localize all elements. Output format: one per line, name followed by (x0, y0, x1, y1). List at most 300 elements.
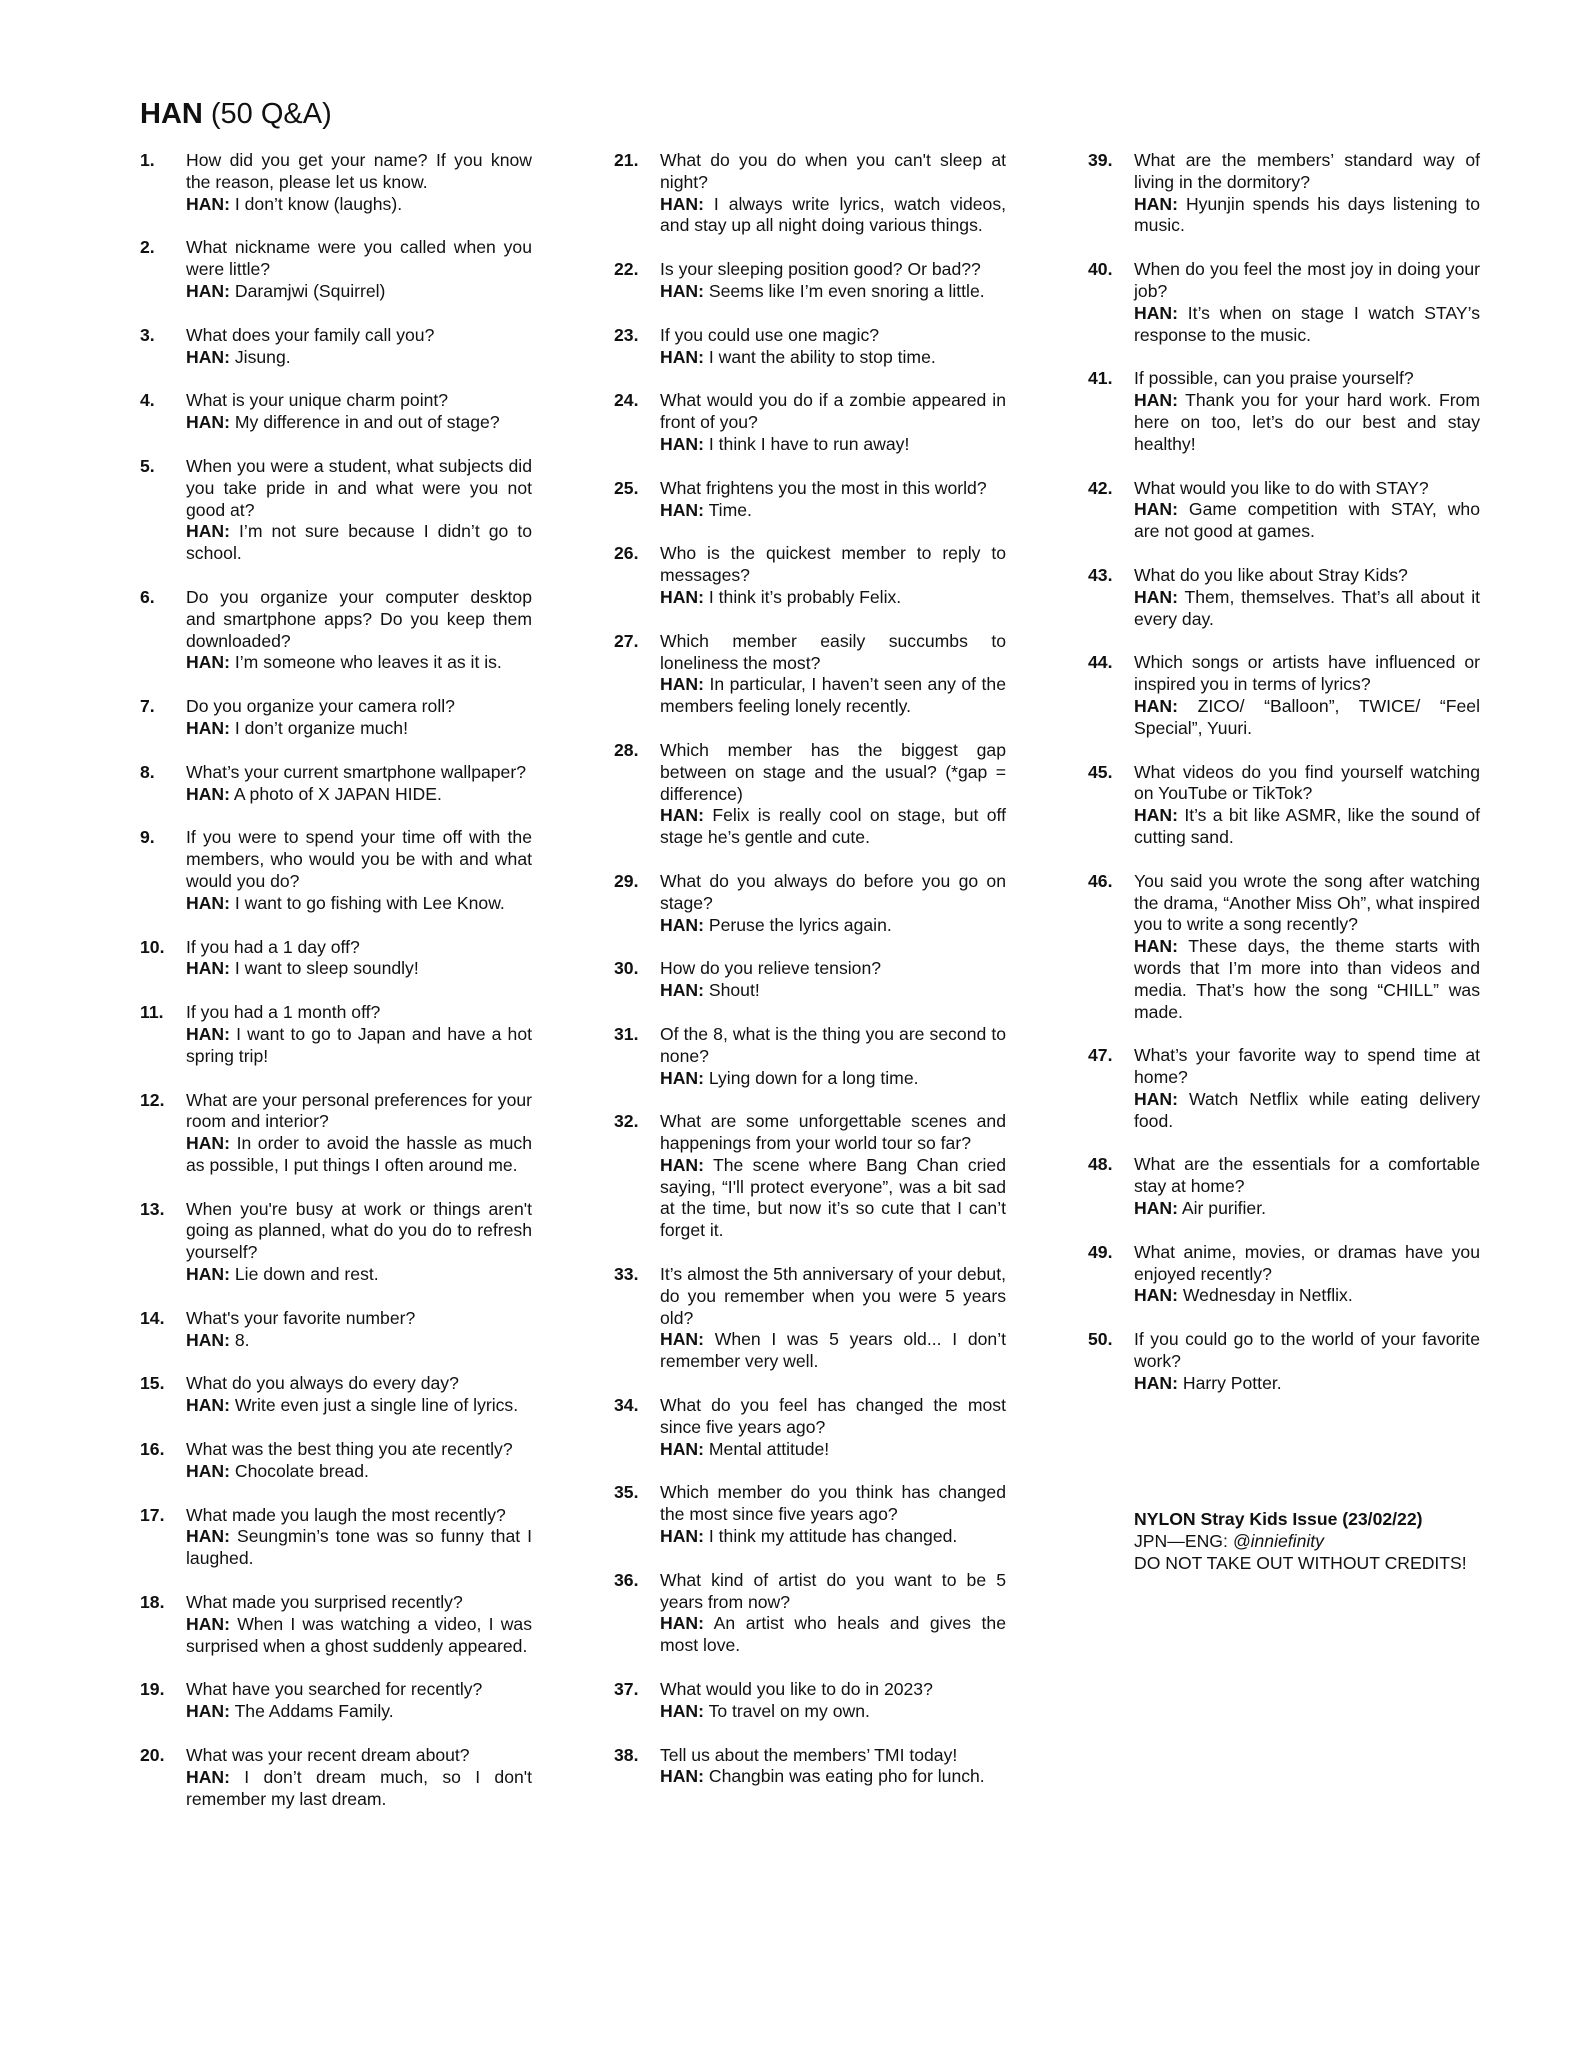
question-number: 5. (140, 455, 155, 476)
answer-text: An artist who heals and gives the most love. (660, 1613, 1006, 1656)
answer (186, 281, 532, 303)
question-number: 16. (140, 1439, 165, 1460)
qa-item (140, 1592, 532, 1657)
question-number: 34. (614, 1395, 639, 1416)
qa-item (1088, 871, 1480, 1024)
qa-item (1088, 1045, 1480, 1132)
qa-item (614, 543, 1006, 608)
answer-text: Felix is really cool on stage, but off stage he’s gentle and cute. (660, 805, 1007, 848)
qa-item (614, 478, 1006, 522)
answer (1134, 1089, 1480, 1133)
answer-label: HAN: (1134, 390, 1178, 411)
qa-item (614, 325, 1006, 369)
question-number: 43. (1088, 564, 1113, 585)
answer (186, 1330, 532, 1352)
qa-item (140, 1505, 532, 1570)
answer-label: HAN: (186, 412, 230, 433)
answer-text: These days, the theme starts with words that I’m more into than videos and media. That’s how the song “CHILL” was made. (1134, 936, 1480, 1022)
answer-text: Them, themselves. That’s all about it every day. (1134, 586, 1480, 629)
answer-label: HAN: (660, 1613, 704, 1634)
answer (1134, 1198, 1480, 1220)
answer-label: HAN: (660, 1700, 704, 1721)
answer-text: Time. (708, 499, 752, 520)
question-number: 47. (1088, 1045, 1113, 1066)
answer-label: HAN: (186, 1264, 230, 1285)
qa-item (140, 1373, 532, 1417)
qa-item (614, 150, 1006, 237)
question-number: 26. (614, 543, 639, 564)
answer-label: HAN: (1134, 805, 1178, 826)
answer-label: HAN: (186, 958, 230, 979)
question-text: Is your sleeping position good? Or bad?? (660, 259, 981, 280)
question-number: 11. (140, 1002, 164, 1023)
answer-label: HAN: (1134, 1088, 1178, 1109)
question-text: What would you like to do with STAY? (1134, 477, 1429, 498)
question-text: Do you organize your computer desktop and smartphone apps? Do you keep them downloaded? (186, 586, 532, 651)
question-number: 8. (140, 761, 155, 782)
qa-item (1088, 259, 1480, 346)
answer-text: My difference in and out of stage? (234, 412, 500, 433)
answer-label: HAN: (186, 346, 230, 367)
question-number: 2. (140, 237, 155, 258)
answer (1134, 194, 1480, 238)
answer (660, 1068, 1006, 1090)
qa-item (140, 237, 532, 302)
answer-label: HAN: (186, 1460, 230, 1481)
answer-label: HAN: (660, 805, 704, 826)
page-title (140, 96, 332, 132)
qa-item (614, 740, 1006, 849)
answer (186, 1461, 532, 1483)
answer (660, 915, 1006, 937)
question-number: 21. (614, 150, 639, 170)
answer-text: Lie down and rest. (234, 1264, 379, 1285)
question-text: What are your personal preferences for your room and interior? (186, 1089, 532, 1132)
qa-item (614, 958, 1006, 1002)
question-text: Which member easily succumbs to loneliness the most? (660, 630, 1006, 673)
question-number: 4. (140, 390, 155, 411)
question-text: What was your recent dream about? (186, 1745, 470, 1766)
answer-text: Thank you for your hard work. From here on too, let’s do our best and stay healthy! (1134, 390, 1480, 454)
qa-item (1088, 478, 1480, 543)
question-number: 23. (614, 324, 639, 345)
answer (660, 1329, 1006, 1373)
answer-label: HAN: (186, 652, 230, 673)
answer-label: HAN: (1134, 1198, 1178, 1219)
question-text: If you had a 1 month off? (186, 1002, 381, 1023)
question-number: 45. (1088, 761, 1113, 782)
answer-text: 8. (234, 1329, 250, 1350)
qa-item (140, 1439, 532, 1483)
answer-text: I want to sleep soundly! (234, 958, 419, 979)
answer (1134, 805, 1480, 849)
answer (660, 805, 1006, 849)
question-number: 27. (614, 630, 639, 651)
question-number: 15. (140, 1373, 165, 1394)
question-number: 50. (1088, 1329, 1113, 1350)
question-number: 37. (614, 1679, 639, 1700)
qa-item (614, 1745, 1006, 1789)
question-number: 6. (140, 586, 155, 607)
answer-text: I don’t organize much! (234, 717, 408, 738)
answer-text: Hyunjin spends his days listening to music. (1134, 193, 1481, 236)
answer-text: Shout! (708, 980, 760, 1001)
answer-label: HAN: (660, 1766, 704, 1787)
answer (186, 718, 532, 740)
question-text: What do you like about Stray Kids? (1134, 564, 1408, 585)
answer-label: HAN: (1134, 499, 1178, 520)
answer-text: I think I have to run away! (708, 433, 910, 454)
question-text: What made you surprised recently? (186, 1592, 463, 1613)
answer (186, 1133, 532, 1177)
qa-item (140, 1090, 532, 1177)
question-text: How do you relieve tension? (660, 958, 882, 979)
question-text: If you were to spend your time off with the members, who would you be with and what would you do? (186, 827, 532, 891)
answer-text: I think my attitude has changed. (708, 1526, 958, 1547)
question-number: 28. (614, 739, 639, 760)
question-number: 48. (1088, 1154, 1113, 1175)
question-text: What do you always do every day? (186, 1373, 459, 1394)
question-text: Which member do you think has changed the most since five years ago? (660, 1482, 1006, 1525)
qa-item (1088, 150, 1480, 237)
question-number: 18. (140, 1592, 165, 1613)
answer (660, 1613, 1006, 1657)
answer-label: HAN: (186, 193, 230, 214)
credits-block (1134, 1509, 1494, 1574)
question-text: What do you always do before you go on stage? (660, 870, 1006, 913)
qa-item (614, 259, 1006, 303)
answer-label: HAN: (660, 433, 704, 454)
answer (186, 1614, 532, 1658)
qa-item (140, 762, 532, 806)
answer-label: HAN: (1134, 586, 1178, 607)
answer (660, 1155, 1006, 1242)
answer-label: HAN: (660, 980, 704, 1001)
answer-text: I think it’s probably Felix. (708, 586, 902, 607)
answer (186, 194, 532, 216)
qa-item (140, 1745, 532, 1810)
answer (660, 1439, 1006, 1461)
question-text: What would you like to do in 2023? (660, 1679, 933, 1700)
answer-label: HAN: (660, 1526, 704, 1547)
question-text: What nickname were you called when you were little? (186, 237, 532, 280)
question-text: Which songs or artists have influenced or inspired you in terms of lyrics? (1134, 652, 1480, 695)
answer-label: HAN: (186, 783, 230, 804)
qa-item (614, 1264, 1006, 1373)
answer (660, 434, 1006, 456)
answer-label: HAN: (186, 1395, 230, 1416)
answer-label: HAN: (186, 1613, 230, 1634)
question-number: 22. (614, 259, 639, 280)
question-text: What frightens you the most in this world? (660, 477, 987, 498)
question-number: 9. (140, 827, 155, 848)
answer (660, 674, 1006, 718)
qa-item (140, 696, 532, 740)
question-text: It’s almost the 5th anniversary of your debut, do you remember when you were 5 years old? (660, 1264, 1006, 1328)
title-subtitle: (50 Q&A) (202, 98, 332, 130)
answer-text: Jisung. (234, 346, 291, 367)
answer (660, 587, 1006, 609)
answer-text: I always write lyrics, watch videos, and stay up all night doing various things. (660, 193, 1007, 236)
question-number: 29. (614, 870, 639, 891)
qa-item (1088, 565, 1480, 630)
answer-text: When I was watching a video, I was surprised when a ghost suddenly appeared. (186, 1613, 533, 1656)
question-text: When you're busy at work or things aren't going as planned, what do you do to refresh yourself? (186, 1198, 532, 1263)
answer-label: HAN: (186, 1701, 230, 1722)
question-text: If you could use one magic? (660, 324, 880, 345)
question-text: What are some unforgettable scenes and happenings from your world tour so far? (660, 1111, 1006, 1154)
answer-text: ZICO/ “Balloon”, TWICE/ “Feel Special”, Yuuri. (1134, 695, 1481, 738)
qa-item (140, 827, 532, 914)
qa-item (140, 1308, 532, 1352)
answer-text: Harry Potter. (1182, 1372, 1282, 1393)
answer-text: Write even just a single line of lyrics. (234, 1395, 519, 1416)
answer-text: I want to go fishing with Lee Know. (234, 892, 505, 913)
credits-notice: DO NOT TAKE OUT WITHOUT CREDITS! (1134, 1552, 1467, 1573)
answer-text: I’m not sure because I didn’t go to school. (186, 521, 533, 564)
question-text: When you were a student, what subjects did you take pride in and what were you not good at? (186, 455, 532, 520)
question-text: What's your favorite number? (186, 1307, 416, 1328)
question-number: 30. (614, 958, 639, 979)
answer (1134, 1285, 1480, 1307)
answer-label: HAN: (660, 1154, 704, 1175)
answer-label: HAN: (186, 892, 230, 913)
qa-item (140, 587, 532, 674)
answer-label: HAN: (1134, 695, 1178, 716)
title-name: HAN (140, 98, 203, 130)
qa-item (1088, 762, 1480, 849)
answer-label: HAN: (660, 499, 704, 520)
question-text: Who is the quickest member to reply to messages? (660, 543, 1006, 586)
answer-label: HAN: (660, 1438, 704, 1459)
credits-translation (1134, 1531, 1494, 1553)
answer (186, 521, 532, 565)
question-text: What kind of artist do you want to be 5 years from now? (660, 1569, 1006, 1612)
question-number: 33. (614, 1264, 639, 1285)
qa-item (140, 1679, 532, 1723)
answer-text: Lying down for a long time. (708, 1067, 919, 1088)
qa-item (614, 1482, 1006, 1547)
question-number: 24. (614, 390, 639, 411)
answer-text: Seems like I’m even snoring a little. (708, 280, 985, 301)
answer-text: Mental attitude! (708, 1438, 830, 1459)
question-number: 38. (614, 1744, 639, 1765)
question-number: 1. (140, 150, 155, 170)
answer-text: Daramjwi (Squirrel) (234, 280, 386, 301)
answer (186, 1701, 532, 1723)
qa-item (140, 325, 532, 369)
answer-text: To travel on my own. (708, 1700, 870, 1721)
qa-item (614, 1679, 1006, 1723)
answer-label: HAN: (186, 717, 230, 738)
answer-text: I’m someone who leaves it as it is. (234, 652, 502, 673)
answer-label: HAN: (1134, 302, 1178, 323)
answer (186, 412, 532, 434)
qa-item (614, 1570, 1006, 1657)
question-text: Do you organize your camera roll? (186, 696, 455, 717)
question-text: How did you get your name? If you know the reason, please let us know. (186, 150, 532, 192)
answer-text: Wednesday in Netflix. (1182, 1285, 1353, 1306)
question-number: 25. (614, 477, 639, 498)
answer (660, 500, 1006, 522)
question-text: If you had a 1 day off? (186, 936, 360, 957)
question-number: 3. (140, 324, 155, 345)
answer (1134, 390, 1480, 455)
qa-item (614, 631, 1006, 718)
answer (1134, 1373, 1480, 1395)
question-text: If you could go to the world of your favorite work? (1134, 1329, 1480, 1372)
answer-label: HAN: (660, 1329, 704, 1350)
answer (186, 1024, 532, 1068)
answer-label: HAN: (660, 193, 704, 214)
answer (186, 652, 532, 674)
question-number: 17. (140, 1504, 165, 1525)
answer (186, 1526, 532, 1570)
qa-item (140, 456, 532, 565)
answer (1134, 587, 1480, 631)
answer-text: I don’t know (laughs). (234, 193, 403, 214)
answer (186, 1767, 532, 1811)
question-text: What was the best thing you ate recently? (186, 1439, 513, 1460)
qa-item (1088, 1242, 1480, 1307)
question-text: What videos do you find yourself watching on YouTube or TikTok? (1134, 761, 1480, 804)
qa-item (1088, 1329, 1480, 1394)
answer-text: When I was 5 years old... I don’t remember very well. (660, 1329, 1007, 1372)
answer-text: It’s when on stage I watch STAY’s response to the music. (1134, 302, 1480, 345)
answer (186, 347, 532, 369)
question-number: 31. (614, 1023, 639, 1044)
question-number: 32. (614, 1111, 639, 1132)
question-number: 41. (1088, 368, 1113, 389)
answer (186, 958, 532, 980)
qa-column-1 (140, 150, 532, 1832)
answer-text: I don’t dream much, so I don't remember my last dream. (186, 1766, 533, 1809)
credits-source: NYLON Stray Kids Issue (23/02/22) (1134, 1509, 1423, 1529)
answer-label: HAN: (1134, 936, 1178, 957)
answer (1134, 696, 1480, 740)
question-number: 12. (140, 1089, 165, 1110)
answer-text: Watch Netflix while eating delivery food. (1134, 1088, 1481, 1131)
answer (660, 281, 1006, 303)
question-text: What is your unique charm point? (186, 390, 449, 411)
answer (660, 1766, 1006, 1788)
question-number: 42. (1088, 477, 1113, 498)
answer-text: Game competition with STAY, who are not good at games. (1134, 499, 1480, 542)
answer (660, 194, 1006, 238)
question-number: 13. (140, 1198, 165, 1219)
qa-item (1088, 368, 1480, 455)
question-text: What have you searched for recently? (186, 1679, 483, 1700)
qa-item (614, 1024, 1006, 1089)
answer-text: Air purifier. (1181, 1198, 1266, 1219)
answer-text: The Addams Family. (234, 1701, 394, 1722)
question-text: What do you feel has changed the most since five years ago? (660, 1395, 1006, 1437)
question-number: 20. (140, 1745, 165, 1766)
question-text: What would you do if a zombie appeared in front of you? (660, 390, 1006, 433)
answer-text: In order to avoid the hassle as much as possible, I put things I often around me. (186, 1133, 532, 1175)
answer (186, 784, 532, 806)
answer-label: HAN: (1134, 193, 1178, 214)
question-number: 46. (1088, 870, 1113, 891)
question-number: 39. (1088, 150, 1113, 170)
answer (660, 1701, 1006, 1723)
qa-item (614, 390, 1006, 455)
answer-label: HAN: (186, 521, 230, 542)
question-number: 44. (1088, 652, 1113, 673)
qa-item (140, 150, 532, 215)
answer-label: HAN: (660, 674, 704, 695)
qa-item (614, 871, 1006, 936)
answer-label: HAN: (186, 1766, 230, 1787)
qa-item (140, 390, 532, 434)
question-number: 19. (140, 1679, 165, 1700)
answer-text: Changbin was eating pho for lunch. (708, 1766, 985, 1787)
credits-translation-prefix: JPN—ENG: (1134, 1530, 1233, 1551)
question-number: 40. (1088, 259, 1113, 280)
answer-label: HAN: (186, 1329, 230, 1350)
qa-item (614, 1395, 1006, 1460)
question-number: 10. (140, 936, 165, 957)
answer-label: HAN: (1134, 1372, 1178, 1393)
answer (186, 1395, 532, 1417)
question-text: If possible, can you praise yourself? (1134, 368, 1414, 389)
answer-text: The scene where Bang Chan cried saying, “I'll protect everyone”, was a bit sad at the time, but now it’s so cute that I can’t forget it. (660, 1154, 1006, 1241)
question-number: 49. (1088, 1241, 1113, 1262)
question-number: 35. (614, 1482, 639, 1503)
answer-label: HAN: (660, 914, 704, 935)
answer (1134, 499, 1480, 543)
qa-item (140, 1002, 532, 1067)
answer-text: Peruse the lyrics again. (708, 914, 892, 935)
answer-text: A photo of X JAPAN HIDE. (233, 783, 442, 804)
answer (1134, 936, 1480, 1023)
question-text: When do you feel the most joy in doing your job? (1134, 259, 1480, 301)
question-text: What do you do when you can't sleep at night? (660, 150, 1006, 192)
question-text: What are the members’ standard way of living in the dormitory? (1134, 150, 1480, 192)
question-text: What anime, movies, or dramas have you enjoyed recently? (1134, 1241, 1480, 1284)
qa-column-2 (614, 150, 1006, 1810)
answer-text: It’s a bit like ASMR, like the sound of cutting sand. (1134, 805, 1481, 847)
question-number: 7. (140, 696, 155, 717)
question-text: You said you wrote the song after watching the drama, “Another Miss Oh”, what inspired you to write a song recently? (1134, 870, 1480, 935)
question-number: 14. (140, 1307, 165, 1328)
answer-label: HAN: (660, 346, 704, 367)
credits-translator: @inniefinity (1232, 1530, 1324, 1551)
answer (660, 1526, 1006, 1548)
question-text: Of the 8, what is the thing you are second to none? (660, 1023, 1006, 1066)
qa-item (140, 937, 532, 981)
answer-text: I want the ability to stop time. (708, 346, 936, 367)
answer (186, 1264, 532, 1286)
answer-label: HAN: (660, 586, 704, 607)
answer-text: In particular, I haven’t seen any of the members feeling lonely recently. (660, 674, 1007, 717)
question-text: What’s your current smartphone wallpaper? (186, 761, 526, 782)
answer-label: HAN: (186, 1023, 230, 1044)
answer-label: HAN: (660, 1067, 704, 1088)
answer (660, 347, 1006, 369)
qa-column-3 (1088, 150, 1480, 1417)
qa-item (1088, 1154, 1480, 1219)
answer-text: I want to go to Japan and have a hot spring trip! (186, 1023, 532, 1066)
qa-item (140, 1199, 532, 1286)
answer-label: HAN: (186, 1133, 230, 1154)
answer (660, 980, 1006, 1002)
question-text: What made you laugh the most recently? (186, 1504, 506, 1525)
qa-item (1088, 652, 1480, 739)
answer-label: HAN: (1134, 1285, 1178, 1306)
question-text: What does your family call you? (186, 324, 435, 345)
answer-label: HAN: (186, 1526, 230, 1547)
